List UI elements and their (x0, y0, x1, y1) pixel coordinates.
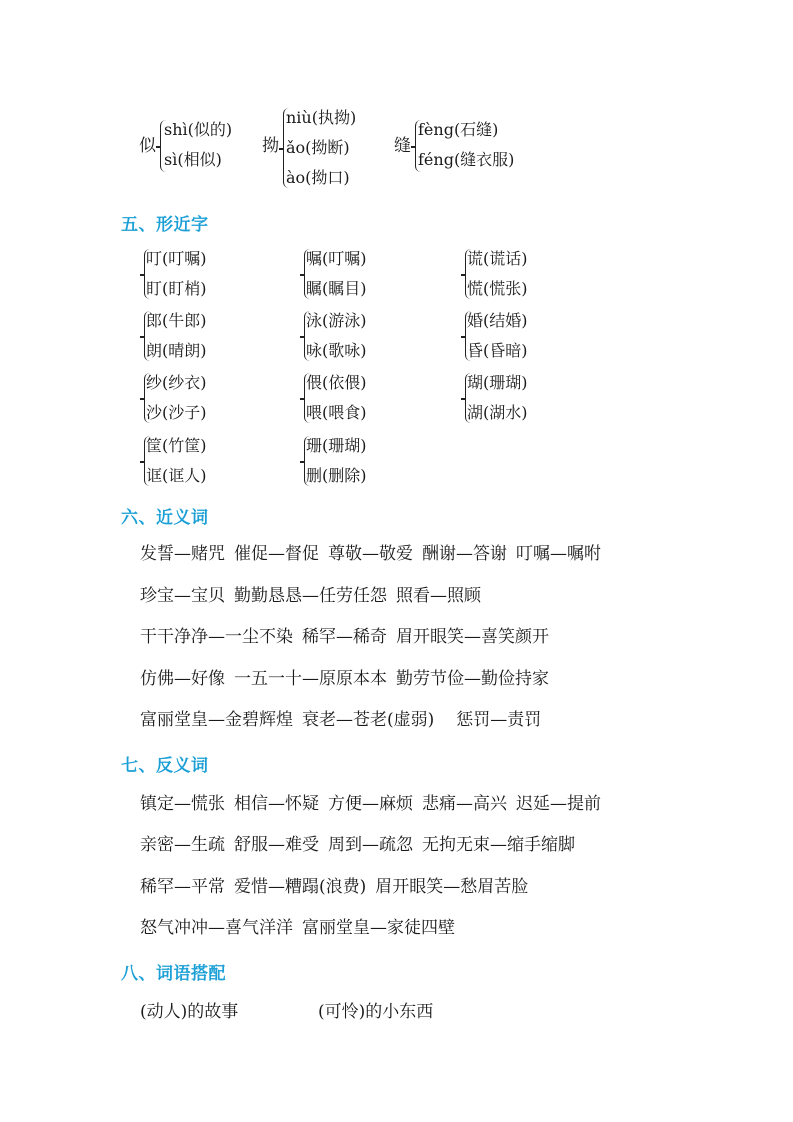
word-pair: 无拘无束—缩手缩脚 (422, 835, 575, 855)
reading: sì(相似) (164, 150, 222, 169)
section-heading-similar-chars: 五、形近字 (121, 215, 209, 235)
word-pair: 富丽堂皇—家徒四壁 (302, 918, 455, 938)
polyphone-char: 似 (139, 136, 156, 156)
polyphone-char: 拗 (262, 136, 279, 156)
word-pair: 舒服—难受 (234, 835, 319, 855)
word-pair: 一五一十—原原本本 (234, 669, 387, 689)
word-pair: 叮嘱—嘱咐 (516, 544, 601, 564)
synonym-line (140, 626, 558, 648)
polyphone-char: 缝 (394, 136, 411, 156)
word-pair: 稀罕—平常 (140, 877, 225, 897)
char-item: 诓(诓人) (146, 466, 207, 485)
reading: fèng(石缝) (418, 120, 499, 139)
word-pair: 干干净净—一尘不染 (140, 627, 293, 647)
reading: féng(缝衣服) (418, 150, 515, 169)
antonym-line (140, 876, 537, 898)
char-item: 瑚(珊瑚) (467, 373, 528, 392)
word-pair: 相信—怀疑 (234, 794, 319, 814)
word-pair: 眉开眼笑—喜笑颜开 (396, 627, 549, 647)
word-pair: 亲密—生疏 (140, 835, 225, 855)
reading: ǎo(拗断) (286, 138, 350, 157)
reading: niù(执拗) (286, 108, 357, 127)
char-item: 沙(沙子) (146, 403, 207, 422)
char-item: 筐(竹筐) (146, 436, 207, 455)
char-item: 慌(慌张) (467, 279, 528, 298)
reading: ào(拗口) (286, 168, 350, 187)
word-pair: 周到—疏忽 (328, 835, 413, 855)
char-item: 偎(依偎) (306, 373, 367, 392)
section-heading-antonyms: 七、反义词 (121, 756, 209, 776)
word-pair: 镇定—慌张 (140, 794, 225, 814)
word-pair: 尊敬—敬爱 (328, 544, 413, 564)
word-pair: 照看—照顾 (396, 586, 481, 606)
char-item: 湖(湖水) (467, 403, 528, 422)
char-item: 咏(歌咏) (306, 341, 367, 360)
char-item: 纱(纱衣) (146, 373, 207, 392)
antonym-line (140, 834, 584, 856)
char-item: 删(删除) (306, 466, 367, 485)
char-item: 泳(游泳) (306, 311, 367, 330)
word-pair: 发誓—赌咒 (140, 544, 225, 564)
char-item: 盯(盯梢) (146, 279, 207, 298)
synonym-line (140, 585, 490, 607)
char-item: 谎(谎话) (467, 249, 528, 268)
word-pair: 勤勤恳恳—任劳任怨 (234, 586, 387, 606)
word-pair: 悲痛—高兴 (422, 794, 507, 814)
section-heading-collocation: 八、词语搭配 (121, 964, 226, 984)
word-pair: 富丽堂皇—金碧辉煌 (140, 710, 293, 730)
char-item: 婚(结婚) (467, 311, 528, 330)
word-pair: 迟延—提前 (516, 794, 601, 814)
antonym-line (140, 917, 464, 939)
char-item: 郎(牛郎) (146, 311, 207, 330)
char-item: 嘱(叮嘱) (306, 249, 367, 268)
synonym-line (140, 543, 610, 565)
word-pair: 仿佛—好像 (140, 669, 225, 689)
section-heading-synonyms: 六、近义词 (121, 508, 209, 528)
collocation-item: (动人)的故事 (140, 1002, 239, 1022)
antonym-line (140, 793, 610, 815)
synonym-line (140, 709, 550, 731)
word-pair: 爱惜—糟蹋(浪费) (234, 877, 367, 897)
word-pair: 稀罕—稀奇 (302, 627, 387, 647)
char-item: 朗(晴朗) (146, 341, 207, 360)
collocation-item: (可怜)的小东西 (318, 1002, 434, 1022)
word-pair: 怒气冲冲—喜气洋洋 (140, 918, 293, 938)
word-pair: 衰老—苍老(虚弱) (302, 710, 435, 730)
char-item: 瞩(瞩目) (306, 279, 367, 298)
char-item: 叮(叮嘱) (146, 249, 207, 268)
word-pair: 酬谢—答谢 (422, 544, 507, 564)
char-item: 喂(喂食) (306, 403, 367, 422)
char-item: 昏(昏暗) (467, 341, 528, 360)
char-item: 珊(珊瑚) (306, 436, 367, 455)
word-pair: 勤劳节俭—勤俭持家 (396, 669, 549, 689)
synonym-line (140, 668, 558, 690)
word-pair: 惩罚—责罚 (456, 710, 542, 730)
word-pair: 方便—麻烦 (328, 794, 413, 814)
word-pair: 催促—督促 (234, 544, 319, 564)
reading: shì(似的) (164, 120, 233, 139)
word-pair: 珍宝—宝贝 (140, 586, 225, 606)
word-pair: 眉开眼笑—愁眉苦脸 (375, 877, 529, 897)
